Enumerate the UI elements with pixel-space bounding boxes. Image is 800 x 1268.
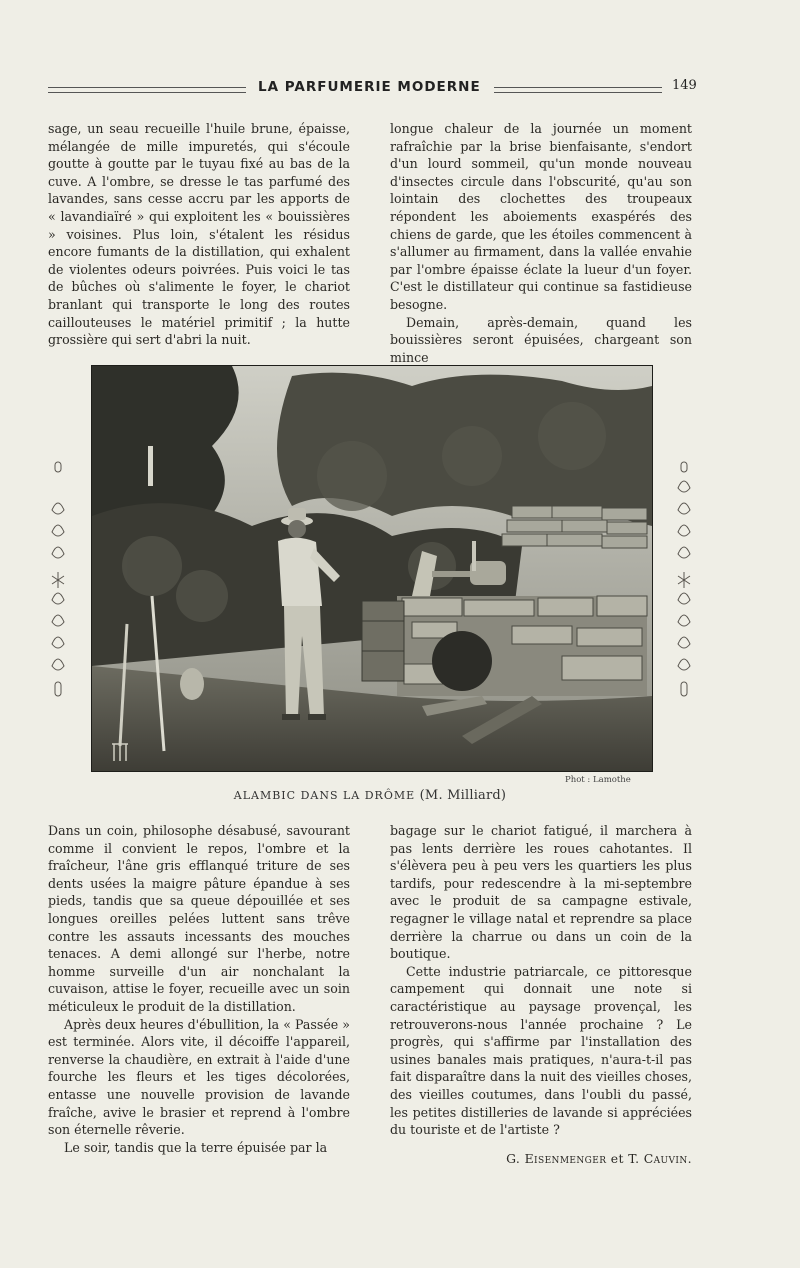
author-name: G. Eisenmenger	[506, 1151, 607, 1166]
signature-conjunction: et	[610, 1151, 624, 1166]
paragraph: Après deux heures d'ébullition, la « Passée » est terminée. Alors vite, il décoiffe l'appareil, renverse la chaudière, en extrait à l'aide d'une fourche les fleurs et les tiges décolorées, entasse une nouvelle provision de lavande fraîche, avive le brasier et reprend à l'ombre son éternelle rêverie.	[48, 1016, 350, 1138]
paragraph: bagage sur le chariot fatigué, il marchera à pas lents derrière les roues cahotantes. Il s'élèvera peu à peu vers les quartiers les plus tardifs, pour redescendre à la mi-septembre avec le produit de sa campagne estivale, regagner le village natal et reprendre sa place derrière la charrue ou dans un coin de la boutique.	[390, 823, 692, 962]
floral-ornament-left	[49, 460, 67, 700]
still-photograph	[91, 365, 653, 772]
caption-title: ALAMBIC DANS LA DRÔME	[233, 789, 416, 802]
journal-title: LA PARFUMERIE MODERNE	[258, 79, 481, 95]
column-bottom-left	[48, 822, 350, 1156]
paragraph: Demain, après-demain, quand les bouissières seront épuisées, chargeant son mince	[390, 314, 692, 365]
paragraph: Dans un coin, philosophe désabusé, savourant comme il convient le repos, l'ombre et la fraîcheur, l'âne gris efflanqué triture de ses dents usées la maigre pâture épandue à ses pieds, tandis que sa queue dépouillée et ses longues oreilles pelées luttent sans trêve contre les assauts incessants des mouches tenaces. A demi allongé sur l'herbe, notre homme surveille d'un air nonchalant la cuvaison, attise le foyer, recueille avec un soin méticuleux le produit de la distillation.	[48, 823, 350, 1014]
figure-caption	[0, 788, 740, 803]
paragraph: Cette industrie patriarcale, ce pittoresque campement qui donnait une note si caractéristique au paysage provençal, les retrouverons-nous l'année prochaine ? Le progrès, qui s'affirme par l'installation des usines banales mais pratiques, n'aura-t-il pas fait disparaître dans la nuit des vieilles choses, des vieilles coutumes, dans l'oubli du passé, les petites distilleries de lavande si appréciées du touriste et de l'artiste ?	[390, 963, 692, 1138]
photograph-image	[92, 366, 652, 771]
paragraph: sage, un seau recueille l'huile brune, épaisse, mélangée de mille impuretés, qui s'écoule goutte à goutte par le tuyau fixé au bas de la cuve. A l'ombre, se dresse le tas parfumé des lavandes, sans cesse accru par les apports de « lavandiaïré » qui exploitent les « bouissières » voisines. Plus loin, s'étalent les résidus encore fumants de la distillation, qui exhalent de violentes odeurs poivrées. Puis voici le tas de bûches où s'alimente le foyer, le chariot branlant qui transporte le long des routes caillouteuses le matériel primitif ; la hutte grossière qui sert d'abri la nuit.	[48, 121, 350, 348]
running-header	[46, 78, 696, 100]
paragraph: longue chaleur de la journée un moment rafraîchie par la brise bienfaisante, s'endort d'un lourd sommeil, qu'un monde nouveau d'insectes circule dans l'obscurité, qu'au son lointain des clochettes des troupeaux répondent les aboiements exaspérés des chiens de garde, que les étoiles commencent à s'allumer au firmament, dans la vallée envahie par l'ombre épaisse éclate la lueur d'un foyer. C'est le distillateur qui continue sa fastidieuse besogne.	[390, 121, 692, 312]
author-signature	[390, 1151, 692, 1166]
column-top-left	[48, 120, 350, 349]
header-rule-right	[494, 87, 662, 93]
paragraph: Le soir, tandis que la terre épuisée par la	[64, 1139, 328, 1155]
column-top-right	[390, 120, 692, 366]
photo-credit: Phot : Lamothe	[565, 775, 631, 785]
author-name: T. Cauvin.	[628, 1151, 692, 1166]
caption-author: (M. Milliard)	[419, 788, 507, 803]
floral-ornament-right	[675, 460, 693, 700]
header-rule-left	[48, 87, 246, 93]
page-number: 149	[672, 78, 697, 93]
column-bottom-right	[390, 822, 692, 1139]
